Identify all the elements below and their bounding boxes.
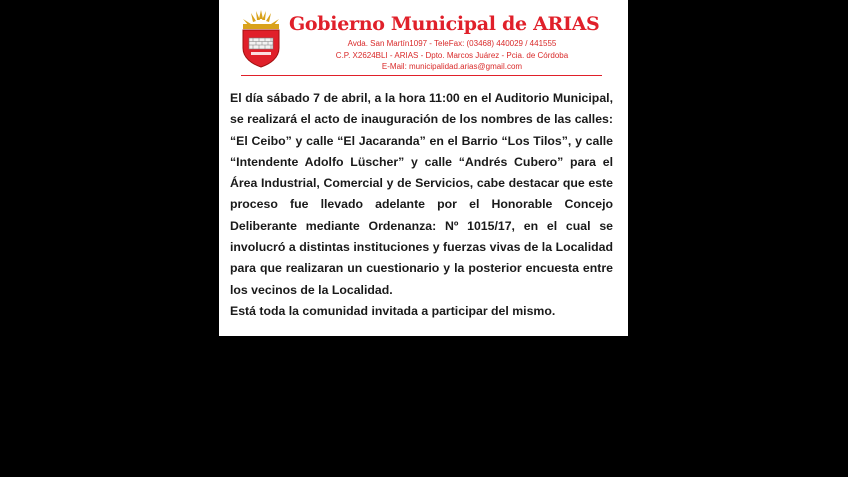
municipal-coat-of-arms-icon [239, 10, 283, 68]
header-divider [241, 75, 602, 76]
municipality-title: Gobierno Municipal de ARIAS [289, 13, 600, 35]
address-line: Avda. San Martín1097 - TeleFax: (03468) 440029 / 441555 [347, 39, 557, 48]
announcement-closing: Está toda la comunidad invitada a participar del mismo. [230, 303, 556, 318]
email-line: E-Mail: municipalidad.arias@gmail.com [381, 62, 523, 71]
document-page [219, 0, 628, 336]
postal-line: C.P. X2624BLI - ARIAS - Dpto. Marcos Juárez - Pcia. de Córdoba [335, 51, 569, 60]
announcement-body [230, 88, 613, 322]
announcement-paragraph: El día sábado 7 de abril, a la hora 11:00 en el Auditorio Municipal, se realizará el acto de inauguración de los nombres de las calles: “El Ceibo” y calle “El Jacaranda” en el Barrio “Los Tilos”, y calle “Intendente Adolfo Lüscher” y calle “Andrés Cubero” para el Área Industrial, Comercial y de Servicios, cabe destacar que este proceso fue llevado adelante por el Honorable Concejo Deliberante mediante Ordenanza: Nº 1015/17, en el cual se involucró a distintas instituciones y fuerzas vivas de la Localidad para que realizaran un cuestionario y la posterior encuesta entre los vecinos de la Localidad. [230, 91, 613, 297]
